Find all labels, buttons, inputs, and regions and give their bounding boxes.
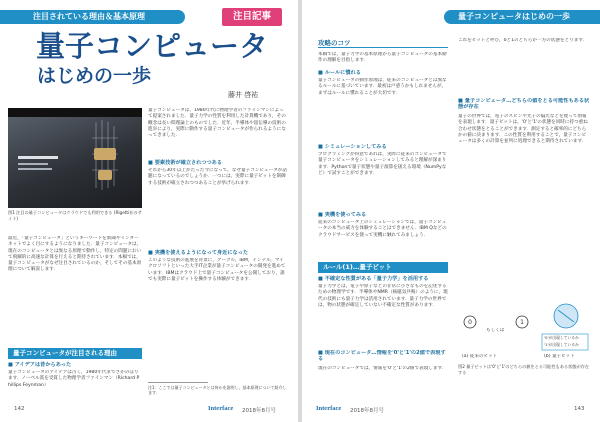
rule-text: 量子コンピュータの動作原理は，従来のコンピュータとは異なるルールに基づいています．最初は戸惑うかもしれませんが，まずはルールに慣れることが大切です． [318,78,447,96]
left-page [0,0,298,422]
section-heading-rule1: ルール(1)…量子ビット [318,262,448,273]
article-title-line1: 量子コンピュータ [36,29,269,63]
idea-text: 量子コンピュータのアイデアは古く，1980年代までさかのぼります．ノーベル賞を受賞した物理学者ファインマン（Richard Phillips Feynman） [8,370,140,388]
feature-label-text: 注目記事 [232,11,271,22]
svg-text:1: 1 [520,319,524,326]
figure-caption: 図2 量子ビットは'0'と'1'のどちらの値をとる可能性もある状態が存在する [458,364,590,375]
subheading-practical: ■ 実機を使えるようになって身近になった [148,250,249,256]
col2-top-text: これをビットと呼び，0と1のどちらか一方の状態をとります． [458,38,588,43]
article-title-line2: はじめの一歩 [37,65,152,87]
figure-box-text2: '1'が出現しているか [544,342,579,347]
classical-bit-text: 現在のコンピュータでは，情報を'0'と'1'の2値で表現します． [318,366,447,371]
intro-text-col1: 最近，「量子コンピュータ」というキーワードを新聞やインターネットでよく目にするようになりました．量子コンピュータは，現在のコンピュータとは異なる原理で動作し，特定の問題において飛躍的に高速な計算を行えると期待されています．本稿では，量子コンピュータがなぜ注目されているのか，そしてその基本原理について解説します． [8,236,142,273]
subheading-rule: ■ ルールに慣れる [318,70,361,76]
svg-text:0: 0 [468,319,472,326]
issue-date-right: 2018年8月号 [350,408,384,414]
subheading-idea: ■ アイデアは昔からあった [8,362,72,368]
simulation-text: プログラミングが得意であれば，実際に従来のコンピュータで量子コンピュータをシミュレーションしてみると理解が深まります．Pythonで量子状態や量子演算を扱える環境（NumPyなど）で試すことができます． [318,152,447,176]
figure-label-b: (b) 量子ビット [544,354,575,359]
page-number-left: 142 [14,406,25,412]
subheading-research: ■ 要素技術が確立されつつある [148,160,223,166]
qubit-diagram [458,292,590,362]
subheading-nondeterministic: ■ 不確定な性質がある「量子力学」を活用する [318,276,429,282]
nondeterministic-text: 量子力学とは，電子や原子などの非常に小さなものを記述するための物理学です．半導体やNMR（核磁気共鳴）のように，現代の技術にも量子力学は活用されています．量子力学の世界では，物の状態が確定していない不確定な性質があります． [318,284,448,308]
photo-caption: 図1 注目の量子コンピュータはクラウドでも利用できる (Rigetti社のサイト) [8,210,142,221]
practical-text: このような技術の進展を背景に，グーグル，IBM，インテル，マイクロソフトといった大手IT企業が量子コンピュータの開発を進めています．IBMはクラウド上で量子コンピュータを公開しており，誰でも実際に量子ビットを操作する体験ができます． [148,258,286,282]
footnote-rule [148,382,208,383]
page-number-right: 143 [574,406,585,412]
figure-or-label: もしくは [486,328,505,333]
tips-text: 本稿では，量子力学の基本原理から量子コンピュータの基本動作の理解を目指します． [318,52,447,64]
issue-date-left: 2018年8月号 [242,408,276,414]
feature-label [222,8,282,26]
magazine-brand-right: Interface [316,405,342,412]
subheading-classical-bit: ■ 現在のコンピュータ…情報を'0'と'1'の2値で表現する [318,350,446,363]
subheading-actual: ■ 実機を使ってみる [318,212,367,218]
right-page [302,0,600,422]
subheading-simulation: ■ シミュレーションしてみる [318,144,387,150]
actual-text: 従来のコンピュータ上のシミュレーションでは，量子コンピュータの本当の威力を体験することはできません．IBM Qなどのクラウドサービスを使って実機に触れてみましょう． [318,220,447,238]
research-text: それから30年以上がたった今になって，なぜ量子コンピュータが話題になっているのでしょうか．一つには，実際に量子ビットを制御する技術が確立されつつあることが挙げられます． [148,168,287,186]
section-heading-tips: 攻略のコツ [318,38,448,48]
quantum-state-text: 量子の世界では，電子のスピンや光子の偏光などを使って情報を表現します．量子ビットは，'0'と'1'の状態を同時に持つ重ね合わせ状態をとることができます．測定すると確率的にどちらかの値に決まります．この性質を利用することで，量子コンピュータは多くの計算を並列に処理できると期待されています． [458,114,588,145]
magazine-brand-left: Interface [208,405,234,412]
header-strip-text: 注目されている理由＆基本原理 [33,12,145,21]
figure-label-a: (a) 従来のビット [462,354,498,359]
subheading-quantum-state: ■ 量子コンピュータ…どちらの値をとる可能性もある状態が存在 [458,98,590,111]
section-heading-why: 量子コンピュータが注目される理由 [8,348,142,359]
right-header-strip-text: 量子コンピュータはじめの一歩 [458,12,570,21]
cloud-site-photo [8,108,142,208]
right-header-strip [444,10,600,24]
quantum-chip-illustration [8,108,142,208]
figure-qubit [458,292,590,396]
left-header-strip [0,10,185,24]
author-name: 藤井 啓祐 [228,91,259,99]
footnote: 注1：ここでは量子コンピュータとは何かを説明し，基本原理について紹介します． [148,385,287,396]
intro-text-col2: 量子コンピュータは，1980年代に物理学者のファインマンによって提案されました．量子力学の性質を利用した計算機であり，その概念は長い間理論上のものでした．近年，半導体や超伝導の技術の進歩により，実際に動作する量子コンピュータが作られるようになってきました． [148,108,286,139]
figure-box-text1: '0'が出現しているか [544,335,579,340]
